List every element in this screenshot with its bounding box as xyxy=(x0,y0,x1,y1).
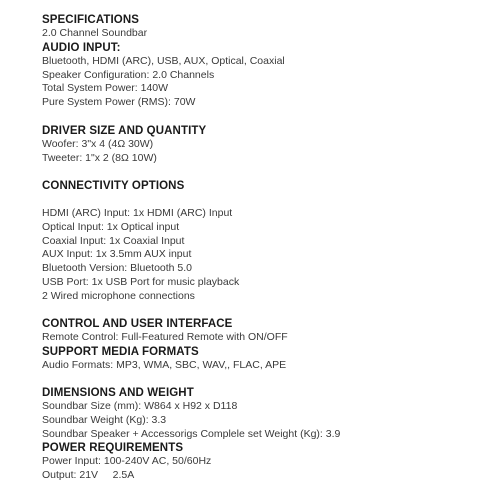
audio-input-line: Bluetooth, HDMI (ARC), USB, AUX, Optical, Coaxial xyxy=(42,54,285,67)
connectivity-line: HDMI (ARC) Input: 1x HDMI (ARC) Input xyxy=(42,207,233,219)
driver-heading: DRIVER SIZE AND QUANTITY xyxy=(42,125,207,137)
connectivity-line: AUX Input: 1x 3.5mm AUX input xyxy=(42,248,192,261)
audio-input-line: Pure System Power (RMS): 70W xyxy=(42,96,196,109)
specifications-section xyxy=(42,13,492,110)
power-line: Output: 21V 2.5A xyxy=(42,469,135,482)
driver-line: Tweeter: 1"x 2 (8Ω 10W) xyxy=(42,151,157,164)
audio-input-heading: AUDIO INPUT: xyxy=(42,41,121,54)
connectivity-section xyxy=(42,207,492,304)
control-line: Remote Control: Full-Featured Remote with ON/OFF xyxy=(42,331,288,343)
media-heading: SUPPORT MEDIA FORMATS xyxy=(42,345,199,358)
driver-line: Woofer: 3"x 4 (4Ω 30W) xyxy=(42,138,154,150)
product-type: 2.0 Channel Soundbar xyxy=(42,27,148,39)
dimensions-section xyxy=(42,386,492,483)
specifications-heading: SPECIFICATIONS xyxy=(42,14,140,26)
dimensions-heading: DIMENSIONS AND WEIGHT xyxy=(42,387,194,399)
connectivity-line: 2 Wired microphone connections xyxy=(42,289,195,302)
connectivity-line: Optical Input: 1x Optical input xyxy=(42,220,180,233)
control-heading: CONTROL AND USER INTERFACE xyxy=(42,318,233,330)
connectivity-line: USB Port: 1x USB Port for music playback xyxy=(42,275,240,288)
power-line: Power Input: 100-240V AC, 50/60Hz xyxy=(42,455,212,468)
driver-section xyxy=(42,124,492,166)
connectivity-heading-block xyxy=(42,179,492,193)
connectivity-line: Coaxial Input: 1x Coaxial Input xyxy=(42,234,185,247)
dimensions-line: Soundbar Speaker + Accessorigs Complele set Weight (Kg): 3.9 xyxy=(42,427,341,440)
media-line: Audio Formats: MP3, WMA, SBC, WAV,, FLAC, APE xyxy=(42,358,287,371)
dimensions-line: Soundbar Size (mm): W864 x H92 x D118 xyxy=(42,400,238,412)
connectivity-heading: CONNECTIVITY OPTIONS xyxy=(42,180,185,192)
audio-input-line: Total System Power: 140W xyxy=(42,82,169,95)
power-heading: POWER REQUIREMENTS xyxy=(42,442,184,455)
control-section xyxy=(42,317,492,373)
connectivity-line: Bluetooth Version: Bluetooth 5.0 xyxy=(42,262,193,275)
audio-input-line: Speaker Configuration: 2.0 Channels xyxy=(42,68,215,81)
dimensions-line: Soundbar Weight (Kg): 3.3 xyxy=(42,413,167,426)
